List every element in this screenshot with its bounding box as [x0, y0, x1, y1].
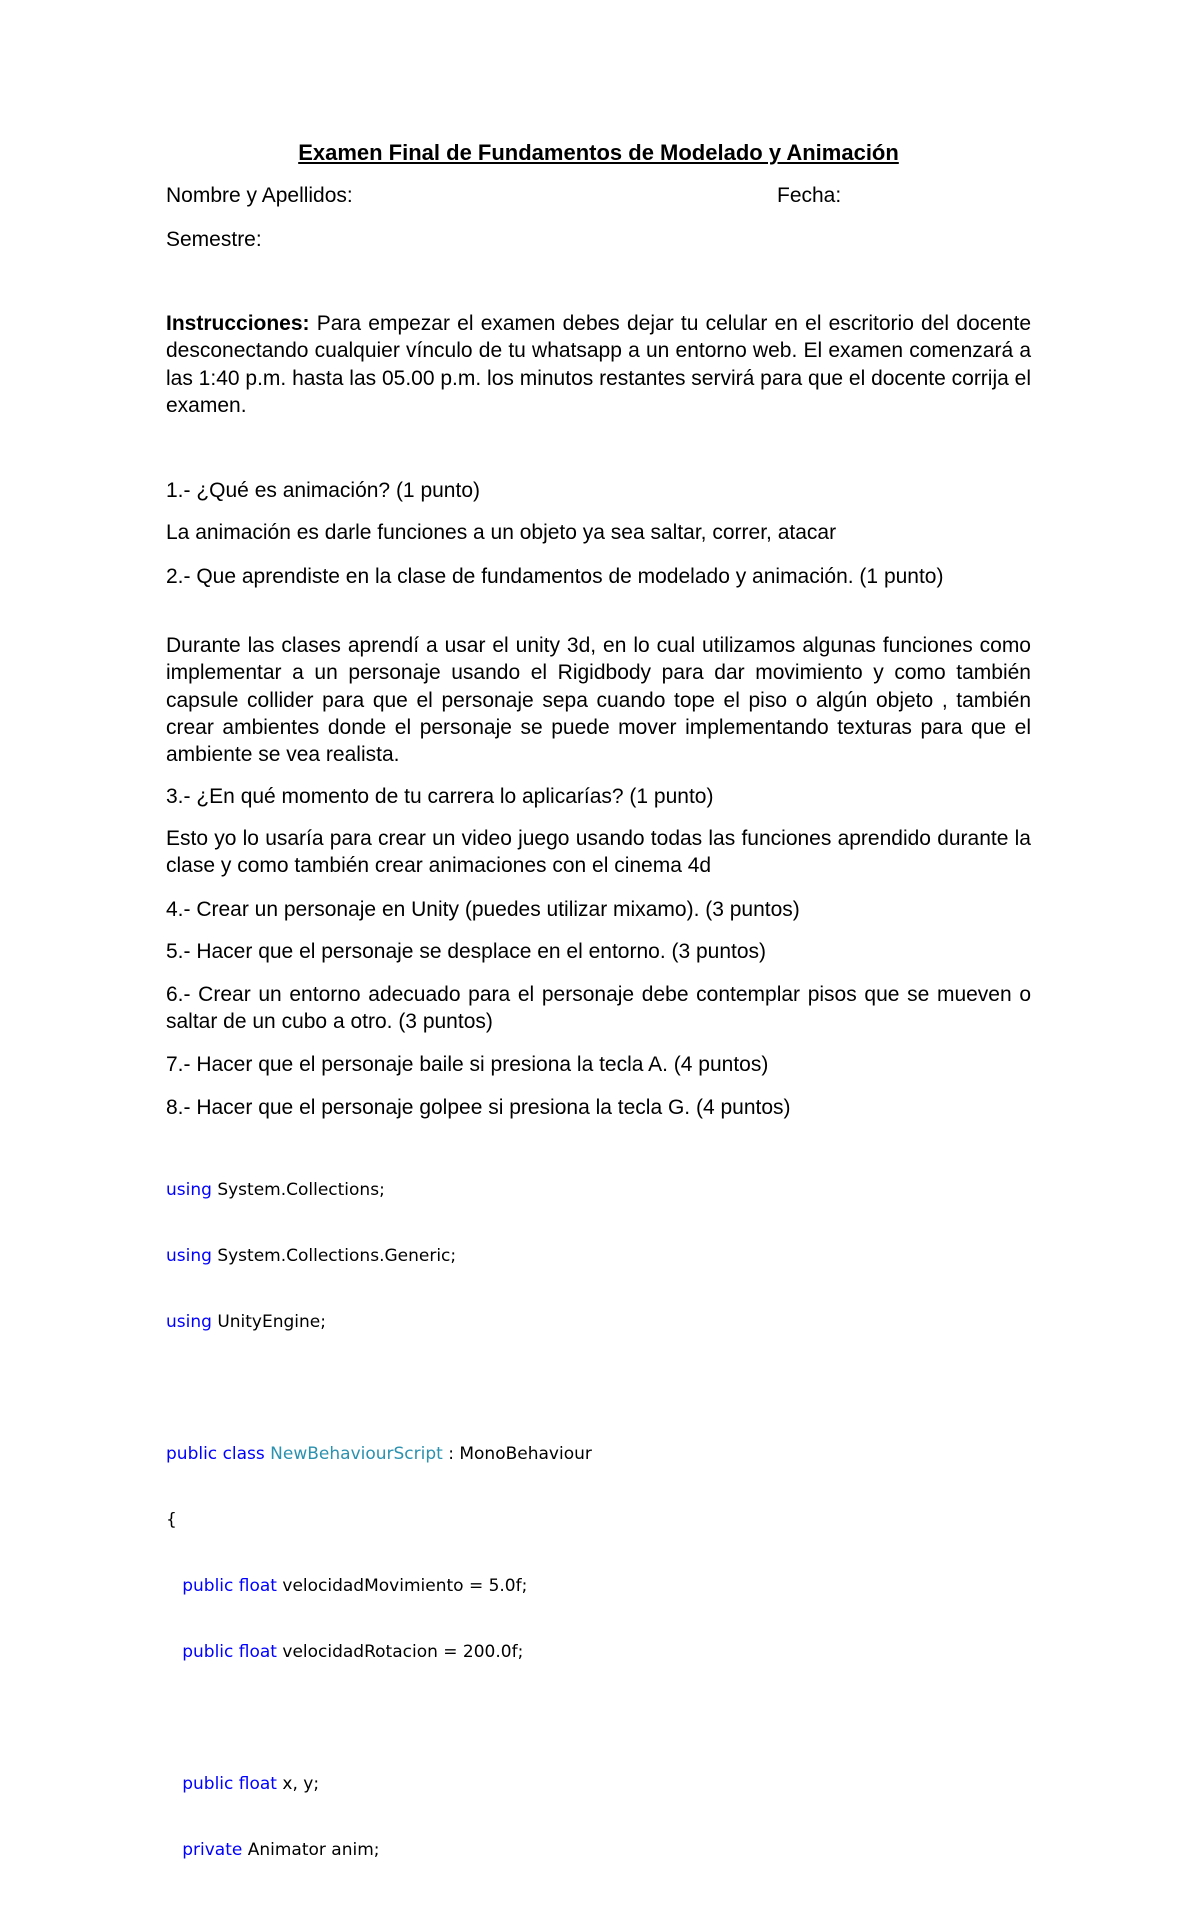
instructions-paragraph: [166, 310, 1031, 419]
name-field-label: Nombre y Apellidos:: [166, 184, 353, 207]
question-6: 6.- Crear un entorno adecuado para el personaje debe contemplar pisos que se mueven o saltar de un cubo a otro. (3 puntos): [166, 983, 1031, 1034]
code-line-var-1: [166, 1575, 592, 1597]
question-2: 2.- Que aprendiste en la clase de fundamentos de modelado y animación. (1 punto): [166, 565, 944, 588]
code-line-using-3: [166, 1311, 592, 1333]
code-class-name: NewBehaviourScript: [270, 1444, 443, 1464]
code-line-var-2: [166, 1641, 592, 1663]
date-field-label: Fecha:: [777, 184, 842, 207]
code-keyword: public: [182, 1576, 234, 1596]
code-keyword: float: [238, 1774, 277, 1794]
code-line-using-1: [166, 1179, 592, 1201]
document-title: Examen Final de Fundamentos de Modelado y Animación: [298, 140, 899, 165]
code-keyword: private: [182, 1840, 243, 1860]
question-1: 1.- ¿Qué es animación? (1 punto): [166, 479, 480, 502]
code-keyword: using: [166, 1246, 212, 1266]
code-keyword: public: [166, 1444, 218, 1464]
question-3: 3.- ¿En qué momento de tu carrera lo aplicarías? (1 punto): [166, 785, 714, 808]
code-text: {: [166, 1510, 177, 1530]
code-line-using-2: [166, 1245, 592, 1267]
code-text: Animator anim;: [242, 1840, 380, 1860]
code-text: UnityEngine;: [211, 1312, 326, 1332]
code-text: System.Collections.Generic;: [211, 1246, 457, 1266]
code-keyword: public: [182, 1774, 234, 1794]
code-block: [166, 1135, 592, 1905]
question-5: 5.- Hacer que el personaje se desplace en el entorno. (3 puntos): [166, 940, 767, 963]
code-text: velocidadMovimiento = 5.0f;: [276, 1576, 528, 1596]
code-text: : MonoBehaviour: [442, 1444, 592, 1464]
instructions-text: Para empezar el examen debes dejar tu celular en el escritorio del docente desconectando cualquier vínculo de tu whatsapp a un entorno web. El examen comenzará a las 1:40 p.m. hasta las 05.00 p.m. los minutos restantes servirá para que el docente corrija el examen.: [166, 312, 1031, 417]
answer-2: Durante las clases aprendí a usar el unity 3d, en lo cual utilizamos algunas funciones como implementar a un personaje usando el Rigidbody para dar movimiento y como también capsule collider para que el personaje sepa cuando tope el piso o algún objeto , también crear ambientes donde el personaje se puede mover implementando texturas para que el ambiente se vea realista.: [166, 634, 1031, 767]
code-text: System.Collections;: [211, 1180, 385, 1200]
code-line-var-3: [166, 1773, 592, 1795]
code-keyword: public: [182, 1642, 234, 1662]
question-7: 7.- Hacer que el personaje baile si presiona la tecla A. (4 puntos): [166, 1053, 769, 1076]
semester-field-label: Semestre:: [166, 228, 262, 251]
question-4: 4.- Crear un personaje en Unity (puedes utilizar mixamo). (3 puntos): [166, 898, 800, 921]
code-text: velocidadRotacion = 200.0f;: [276, 1642, 524, 1662]
answer-3: Esto yo lo usaría para crear un video juego usando todas las funciones aprendido durante la clase y como también crear animaciones con el cinema 4d: [166, 827, 1031, 878]
code-keyword: using: [166, 1180, 212, 1200]
code-line-brace: [166, 1509, 592, 1531]
answer-1: La animación es darle funciones a un objeto ya sea saltar, correr, atacar: [166, 521, 837, 544]
code-line-class: [166, 1443, 592, 1465]
code-line-blank: [166, 1707, 592, 1729]
code-line-blank: [166, 1377, 592, 1399]
code-keyword: float: [238, 1576, 277, 1596]
code-line-var-4: [166, 1839, 592, 1861]
code-text: x, y;: [276, 1774, 320, 1794]
question-8: 8.- Hacer que el personaje golpee si presiona la tecla G. (4 puntos): [166, 1096, 791, 1119]
code-keyword: class: [222, 1444, 265, 1464]
code-keyword: float: [238, 1642, 277, 1662]
instructions-label: Instrucciones:: [166, 312, 310, 335]
code-keyword: using: [166, 1312, 212, 1332]
